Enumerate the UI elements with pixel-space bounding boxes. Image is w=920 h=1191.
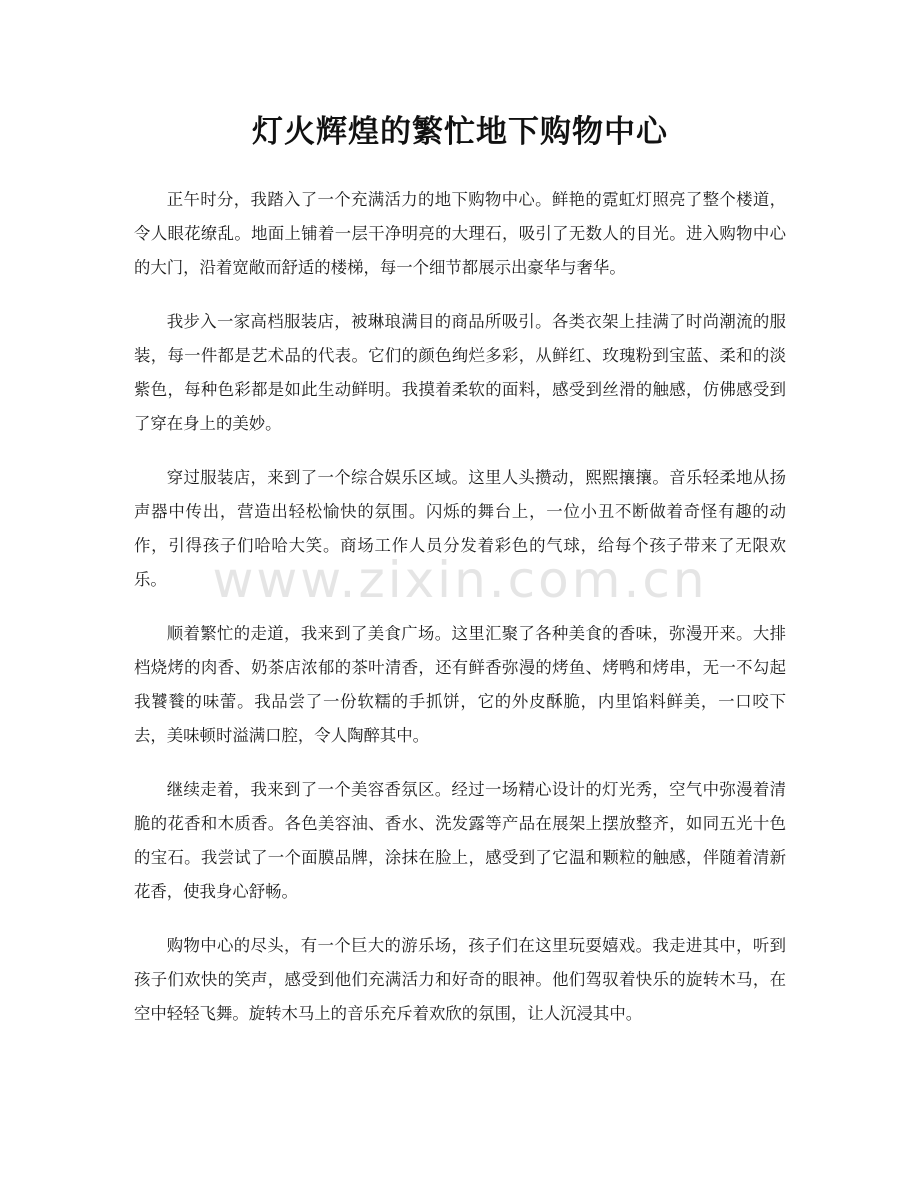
paragraph-3: 穿过服装店，来到了一个综合娱乐区域。这里人头攒动，熙熙攘攘。音乐轻柔地从扬声器中传出，营造出轻松愉快的氛围。闪烁的舞台上，一位小丑不断做着奇怪有趣的动作，引得孩子们哈哈大笑。商场工作人员分发着彩色的气球，给每个孩子带来了无限欢乐。 — [134, 468, 786, 589]
document-body — [134, 183, 786, 1051]
watermark-text: www.zixin.com.cn — [212, 551, 708, 609]
document-title: 灯火辉煌的繁忙地下购物中心 — [252, 114, 668, 150]
paragraph-5: 继续走着，我来到了一个美容香氛区。经过一场精心设计的灯光秀，空气中弥漫着清脆的花香和木质香。各色美容油、香水、洗发露等产品在展架上摆放整齐，如同五光十色的宝石。我尝试了一个面膜品牌，涂抹在脸上，感受到了它温和颗粒的触感，伴随着清新花香，使我身心舒畅。 — [134, 780, 786, 901]
paragraph-2: 我步入一家高档服装店，被琳琅满目的商品所吸引。各类衣架上挂满了时尚潮流的服装，每一件都是艺术品的代表。它们的颜色绚烂多彩，从鲜红、玫瑰粉到宝蓝、柔和的淡紫色，每种色彩都是如此生动鲜明。我摸着柔软的面料，感受到丝滑的触感，仿佛感受到了穿在身上的美妙。 — [134, 312, 786, 433]
paragraph-4: 顺着繁忙的走道，我来到了美食广场。这里汇聚了各种美食的香味，弥漫开来。大排档烧烤的肉香、奶茶店浓郁的茶叶清香，还有鲜香弥漫的烤鱼、烤鸭和烤串，无一不勾起我饕餮的味蕾。我品尝了一份软糯的手抓饼，它的外皮酥脆，内里馅料鲜美，一口咬下去，美味顿时溢满口腔，令人陶醉其中。 — [134, 624, 786, 745]
paragraph-6: 购物中心的尽头，有一个巨大的游乐场，孩子们在这里玩耍嬉戏。我走进其中，听到孩子们欢快的笑声，感受到他们充满活力和好奇的眼神。他们驾驭着快乐的旋转木马，在空中轻轻飞舞。旋转木马上的音乐充斥着欢欣的氛围，让人沉浸其中。 — [134, 936, 786, 1023]
paragraph-1: 正午时分，我踏入了一个充满活力的地下购物中心。鲜艳的霓虹灯照亮了整个楼道，令人眼花缭乱。地面上铺着一层干净明亮的大理石，吸引了无数人的目光。进入购物中心的大门，沿着宽敞而舒适的楼梯，每一个细节都展示出豪华与奢华。 — [134, 190, 786, 277]
